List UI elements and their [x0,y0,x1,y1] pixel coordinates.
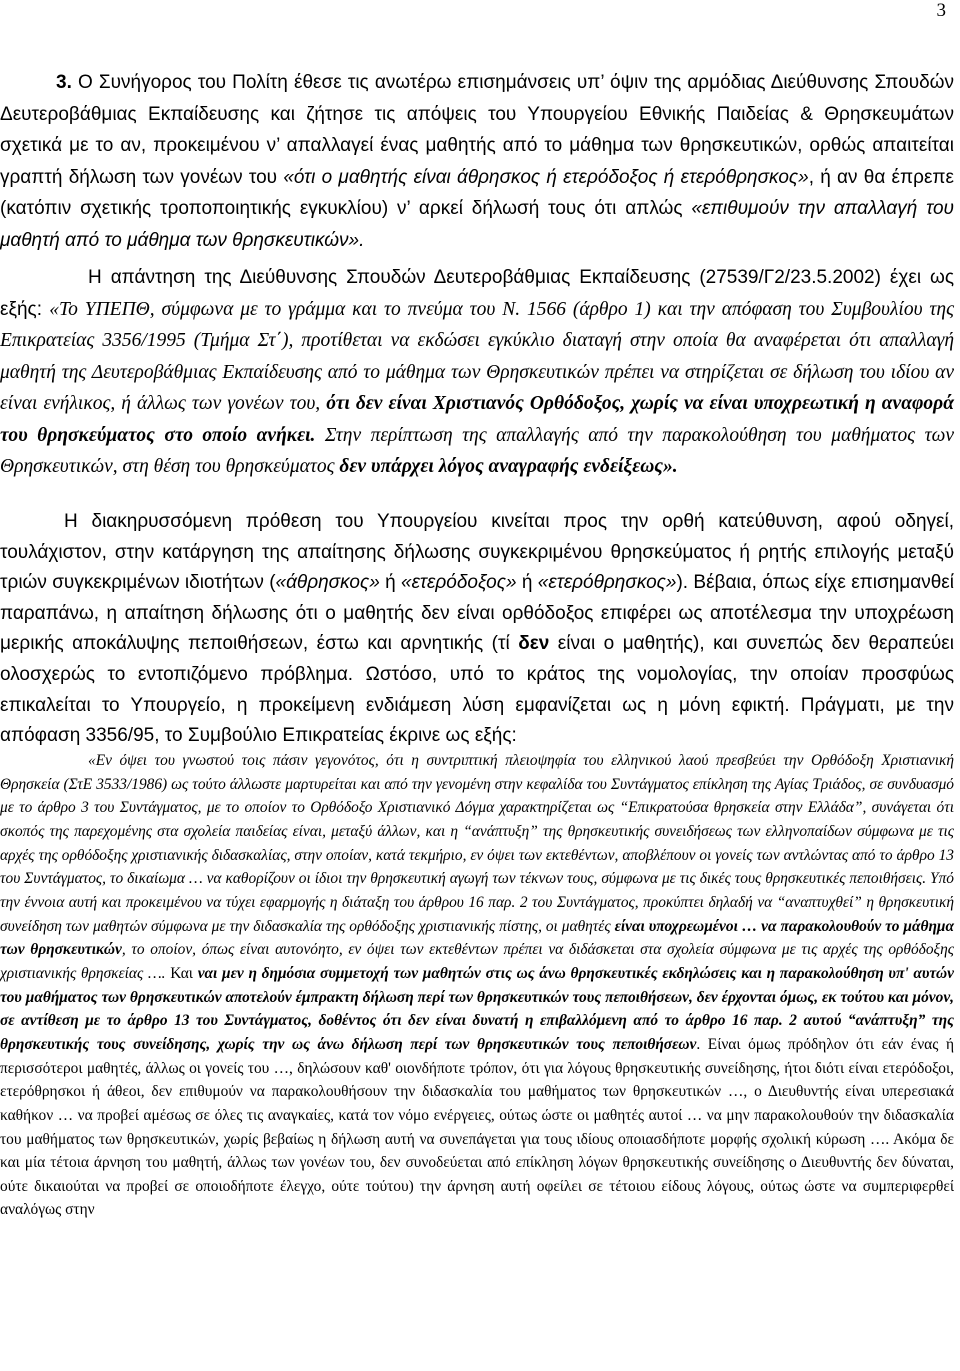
quote-text-3: Και [170,964,198,982]
quote-text-4: . Είναι όμως πρόδηλον ότι εάν ένας ή περισσότεροι μαθητές, άλλως οι γονείς του …, δηλώσουν καθ' οιονδήποτε τρόπον, ότι για λόγους θρησκευτικής συνείδησης, ήτοι διότι είναι ετερόδοξοι, ετερόθρησκοι ή άθεοι, δεν επιθυμούν να παρακολουθήσουν την διδασκαλία του μαθήματος των θρησκευτικών …, ο Διευθυντής είναι υπερεσιακά καθήκον … να προβεί αμέσως σε όλες τις αναγκαίες, κατά τον νόμο ενέργειες, ούτως ώστε οι μαθητές αυτοί … να μην παρακολουθούν την διδασκαλία του μαθήματος των θρησκευτικών, χωρίς βεβαίως η δήλωση αυτή να συνεπάγεται για τους ιδίους οποιασδήποτε μορφής σχολική κύρωση …. Ακόμα δε και μία τέτοια άρνηση του μαθητή, άλλως των γονέων του, δεν συνοδεύεται από επίκληση λόγων θρησκευτικής συνείδησης ο Διευθυντής δεν δύναται, ούτε δικαιούται να προβεί σε οποιοδήποτε έλεγχο, ούτε τούτου) την άρνηση αυτή οφείλει σε τέτοιου είδους λόγους, ούτως ώστε να συμπεριφερθεί αναλόγως στην [0,1035,954,1219]
paragraph-intention [0,507,954,752]
quote-text-2: , το οποίον, όπως είναι αυτονόητο, εν όψει των εκτεθέντων πρέπει να διδάσκεται στα σχολεία σύμφωνα με τις αρχές της ορθόδοξης χριστιανικής θρησκείας …. [0,941,955,982]
p3-italic-1: «άθρησκος» [275,572,380,594]
p3-text-4: ). Βέβαια, όπως είχε επισημανθεί παραπάνω, η απαίτηση δήλωσης ότι ο μαθητής δεν είναι ορθόδοξος επιφέρει ως αποτέλεσμα την υποχρέωση μερικής αποκάλυψης πεποιθήσεων, έστω και αρνητικής (τί [0,572,954,655]
p2-bold-italic-1: ότι δεν είναι Χριστιανός Ορθόδοξος, χωρίς να είναι υποχρεωτική η αναφορά του θρησκεύματος στο οποίο ανήκει. [0,393,954,446]
p2-bold-2 [339,456,677,477]
p1-italic-2: «επιθυμούν την απαλλαγή του μαθητή από το μάθημα των θρησκευτικών». [0,198,954,251]
quote-text-1: «Εν όψει του γνωστού τοις πάσιν γεγονότος, ότι η συντριπτική πλειοψηφία του ελληνικού λαού πρεσβεύει την Ορθόδοξη Χριστιανική Θρησκεία (ΣτΕ 3533/1986) ως τούτο άλλωστε μαρτυρείται και από την γενομένη στην κεφαλίδα του Συντάγματος επίκληση της Αγίας Τριάδος, σε συνδυασμό με το άρθρο 3 του Συντάγματος, με το οποίον το Ορθόδοξο Χριστιανικό Δόγμα χαρακτηρίζεται ως “Επικρατούσα θρησκεία στην Ελλάδα”, συνάγεται ότι σκοπός της παρεχομένης στα σχολεία παιδείας είναι, μεταξύ άλλων, και η “ανάπτυξη” της θρησκευτικής συνειδήσεως των ελληνοπαίδων σύμφωνα με τις αρχές της ορθόδοξης χριστιανικής διδασκαλίας, στην οποίαν, κατά τεκμήριο, εν όψει των εκτεθέντων, αποβλέπουν οι γονείς των αντλώντας από το άρθρο 13 του Συντάγματος, το δικαίωμα … να καθορίζουν οι ίδιοι την θρησκευτική αγωγή των τέκνων τους, σύμφωνα με τις δικές τους θρησκευτικές πεποιθήσεις. Υπό την έννοια αυτή και προκειμένου να τύχει εφαρμογής η διάταξη του άρθρου 16 παρ. 2 του Συντάγματος, προκύπτει δηλαδή να “αναπτυχθεί” η θρησκευτική συνείδηση των μαθητών σύμφωνα με την διδασκαλία της ορθόδοξης χριστιανικής πίστης, οι μαθητές [0,752,954,935]
p3-italic-2: «ετερόδοξος» [401,572,517,594]
p3-italic-3: «ετερόθρησκος» [537,572,677,594]
p3-text-1: Η διακηρυσσόμενη πρόθεση του Υπουργείου κινείται προς την ορθή κατεύθυνση, αφού οδηγεί, τουλάχιστον, στην κατάργηση της απαίτησης δήλωσης συγκεκριμένου θρησκεύματος ή ρητής επιλογής μεταξύ τριών συγκεκριμένων ιδιοτήτων ( [0,511,954,594]
p1-text-1: Ο Συνήγορος του Πολίτη έθεσε τις ανωτέρω επισημάνσεις υπ’ όψιν της αρμόδιας Διεύθυνσης Σπουδών Δευτεροβάθμιας Εκπαίδευσης και ζήτησε τις απόψεις του Υπουργείου Εθνικής Παιδείας & Θρησκευμάτων σχετικά με το αν, προκειμένου ν’ απαλλαγεί ένας μαθητής από το μάθημα των θρησκευτικών, ορθώς απαιτείται γραπτή δήλωση των γονέων του [0,72,954,188]
paragraph-number: 3. [56,72,72,93]
p3-text-3: ή [516,572,538,594]
quote-bold-italic-1: είναι υποχρεωμένοι … να παρακολουθούν το μάθημα των θρησκευτικών [0,917,954,959]
paragraph-3 [0,67,954,256]
p2-text-1: Η απάντηση της Διεύθυνσης Σπουδών Δευτεροβάθμιας Εκπαίδευσης (27539/Γ2/23.5.2002) έχει ως εξής: [0,267,954,320]
p3-text-2: ή [379,572,402,594]
p3-bold-1: δεν [518,633,550,655]
p1-italic-1: «ότι ο μαθητής είναι άθρησκος ή ετερόδοξος ή ετερόθρησκος» [283,166,809,188]
p2-italic-2: Στην περίπτωση της απαλλαγής από την παρακολούθηση του μαθήματος των Θρησκευτικών, στη θέση του θρησκεύματος [0,424,955,477]
p2-italic-1: «Το ΥΠΕΠΘ, σύμφωνα με το γράμμα και το πνεύμα του Ν. 1566 (άρθρο 1) και την απόφαση του Συμβουλίου της Επικρατείας 3356/1995 (Τμήμα Στ΄), προτίθεται να εκδώσει εγκύκλιο διαταγή στην οποία θα αναφέρεται ότι απαλλαγή μαθητή της Δευτεροβάθμιας Εκπαίδευσης από το μάθημα των Θρησκευτικών πρέπει να στηρίζεται σε δήλωση του ιδίου αν είναι ενήλικος, ή άλλως των γονέων του, [0,298,955,414]
page-number: 3 [936,0,946,21]
quote-bold-italic-2: ναι μεν η δημόσια συμμετοχή των μαθητών στις ως άνω θρησκευτικές εκδηλώσεις και η παρακολούθηση υπ' αυτών του μαθήματος των θρησκευτικών αποτελούν έμπρακτη δήλωση περί των θρησκευτικών τους πεποιθήσεων, δεν έρχονται όμως, εκ τούτου και μόνον, σε αντίθεση με το άρθρο 13 του Συντάγματος, δοθέντος ότι δεν είναι δυνατή η επιβαλλόμενη από το άρθρο 16 παρ. 2 αυτού “ανάπτυξη” της θρησκευτικής τους συνείδησης, χωρίς την ως άνω δήλωση περί των θρησκευτικών τους πεποιθήσεων [0,964,954,1053]
court-decision-quote [0,749,954,1222]
p2-bold-italic-2: δεν υπάρχει λόγος αναγραφής ενδείξεως». [339,456,678,477]
p3-text-5: είναι ο μαθητής), και συνεπώς δεν θεραπεύει ολοσχερώς το εντοπιζόμενο πρόβλημα. Ωστόσο, υπό το κράτος της νομολογίας, την οποίαν προσφύως επικαλείται το Υπουργείο, η προκείμενη ενδιάμεση λύση εμφανίζεται ως η μόνη εφικτή. Πράγματι, με την απόφαση 3356/95, το Συμβούλιο Επικρατείας έκρινε ως εξής: [0,633,954,747]
paragraph-answer [0,262,954,483]
p1-text-2: , ή αν θα έπρεπε (κατόπιν σχετικής τροποποιητικής εγκυκλίου) ν’ αρκεί δήλωσή τους ότι απλώς [0,166,954,219]
